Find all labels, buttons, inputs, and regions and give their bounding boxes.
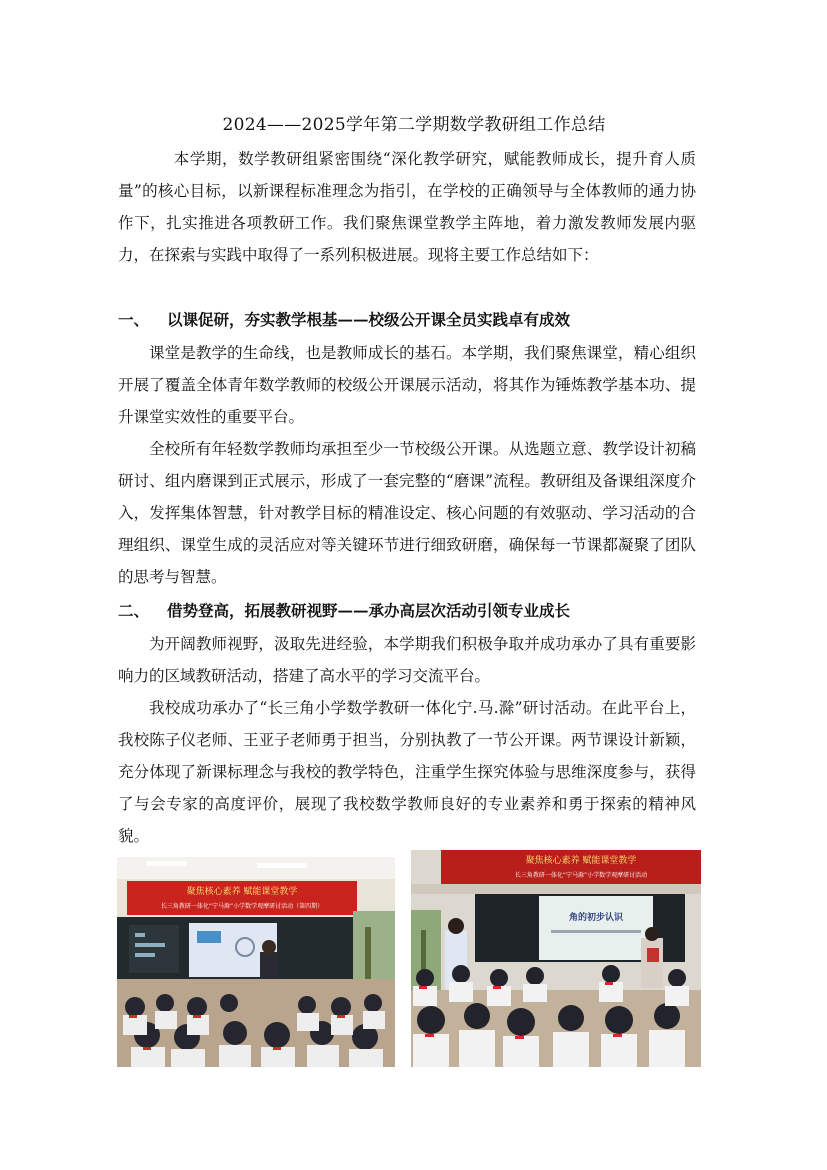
document-title: 2024——2025学年第二学期数学教研组工作总结 bbox=[222, 115, 606, 135]
right-banner-line2: 长三角教研一体化“宁马滁”小学数学观摩研讨活动 bbox=[514, 872, 648, 879]
section-1-paragraph-2: 全校所有年轻数学教师均承担至少一节校级公开课。从选题立意、教学设计初稿研讨、组内磨课到正式展示，形成了一套完整的“磨课”流程。教研组及备课组深度介入，发挥集体智慧，针对教学目标的精准设定、核心问题的有效驱动、学习活动的合理组织、课堂生成的灵活应对等关键环节进行细致研磨，确保每一节课都凝聚了团队的思考与智慧。 bbox=[118, 440, 696, 586]
section-2-title: 借势登高，拓展教研视野——承办高层次活动引领专业成长 bbox=[167, 601, 571, 620]
section-2-paragraph-2: 我校成功承办了“长三角小学数学教研一体化宁.马.滁”研讨活动。在此平台上，我校陈子仪老师、王亚子老师勇于担当，分别执教了一节公开课。两节课设计新颖，充分体现了新课标理念与我校的教学特色，注重学生探究体验与思维深度参与，获得了与会专家的高度评价，展现了我校数学教师良好的专业素养和勇于探索的精神风貌。 bbox=[118, 699, 696, 845]
right-projector-screen bbox=[539, 896, 653, 960]
section-2-paragraph-1: 为开阔教师视野，汲取先进经验，本学期我们积极争取并成功承办了具有重要影响力的区域教研活动，搭建了高水平的学习交流平台。 bbox=[118, 635, 696, 685]
section-1-title: 以课促研，夯实教学根基——校级公开课全员实践卓有成效 bbox=[167, 310, 571, 329]
left-banner-line1: 聚焦核心素养 赋能课堂教学 bbox=[186, 887, 298, 897]
section-1-paragraph-1: 课堂是教学的生命线，也是教师成长的基石。本学期，我们聚焦课堂，精心组织开展了覆盖全体青年数学教师的校级公开课展示活动，将其作为锤炼教学基本功、提升课堂实效性的重要平台。 bbox=[118, 344, 696, 426]
right-screen-title: 角的初步认识 bbox=[568, 913, 624, 923]
classroom-photo-left bbox=[117, 857, 395, 1067]
section-1-number: 一、 bbox=[118, 310, 150, 329]
intro-paragraph: 本学期，数学教研组紧密围绕“深化教学研究，赋能教师成长，提升育人质量”的核心目标，以新课程标准理念为指引，在学校的正确领导与全体教师的通力协作下，扎实推进各项教研工作。我们聚焦课堂教学主阵地，着力激发教师发展内驱力，在探索与实践中取得了一系列积极进展。现将主要工作总结如下： bbox=[118, 150, 696, 264]
right-banner-line1: 聚焦核心素养 赋能课堂教学 bbox=[525, 856, 637, 866]
left-banner-line2: 长三角教研一体化“宁马滁”小学数学观摩研讨活动（第四期） bbox=[160, 903, 324, 910]
right-teacher-2 bbox=[641, 938, 663, 988]
section-2-number: 二、 bbox=[118, 601, 150, 620]
section-1-heading bbox=[118, 304, 718, 336]
classroom-photo-right bbox=[411, 850, 701, 1067]
section-2-heading bbox=[118, 595, 718, 627]
